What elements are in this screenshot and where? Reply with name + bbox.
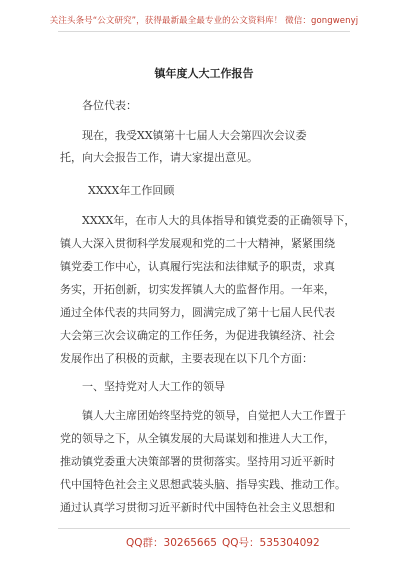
footer-qq-number: QQ号：535304092 xyxy=(222,537,320,549)
header-banner: 关注头条号“公文研究”，获得最新最全最专业的公文资料库！ 微信：gongwenyj xyxy=(49,16,359,26)
body-line: 大会第三次会议确定的工作任务，为促进我镇经济、社会 xyxy=(60,329,335,342)
body-line: 镇人大深入贯彻科学发展观和党的二十大精神，紧紧围绕 xyxy=(60,237,335,250)
document-title: 镇年度人大工作报告 xyxy=(154,67,254,80)
body-line: 托，向大会报告工作，请大家提出意见。 xyxy=(60,151,258,164)
body-line: 镇党委工作中心，认真履行宪法和法律赋予的职责，求真 xyxy=(60,260,335,273)
body-line: 通过认真学习贯彻习近平新时代中国特色社会主义思想和 xyxy=(60,501,335,514)
body-line: 现在，我受XX镇第十七届人大会第四次会议委 xyxy=(82,129,307,142)
body-line: 推动镇党委重大决策部署的贯彻落实。坚持用习近平新时 xyxy=(60,455,335,468)
body-line: 代中国特色社会主义思想武装头脑、指导实践、推动工作。 xyxy=(60,478,346,491)
footer-qq-group: QQ群：30265665 xyxy=(126,537,217,549)
body-line: 党的领导之下，从全镇发展的大局谋划和推进人大工作， xyxy=(60,432,335,445)
body-line: XXXX年，在市人大的具体指导和镇党委的正确领导下， xyxy=(82,214,356,227)
body-line: 镇人大主席团始终坚持党的领导，自觉把人大工作置于 xyxy=(82,409,346,422)
section-heading: XXXX年工作回顾 xyxy=(88,184,175,197)
subsection-heading: 一、坚持党对人大工作的领导 xyxy=(82,380,225,393)
salutation: 各位代表： xyxy=(82,99,137,112)
body-line: 发展作出了积极的贡献，主要表现在以下几个方面： xyxy=(60,352,313,365)
body-line: 通过全体代表的共同努力，圆满完成了第十七届人民代表 xyxy=(60,306,335,319)
header-divider xyxy=(58,31,350,32)
body-line: 务实，开拓创新，切实发挥镇人大的监督作用。一年来， xyxy=(60,283,335,296)
footer-divider xyxy=(58,528,350,529)
